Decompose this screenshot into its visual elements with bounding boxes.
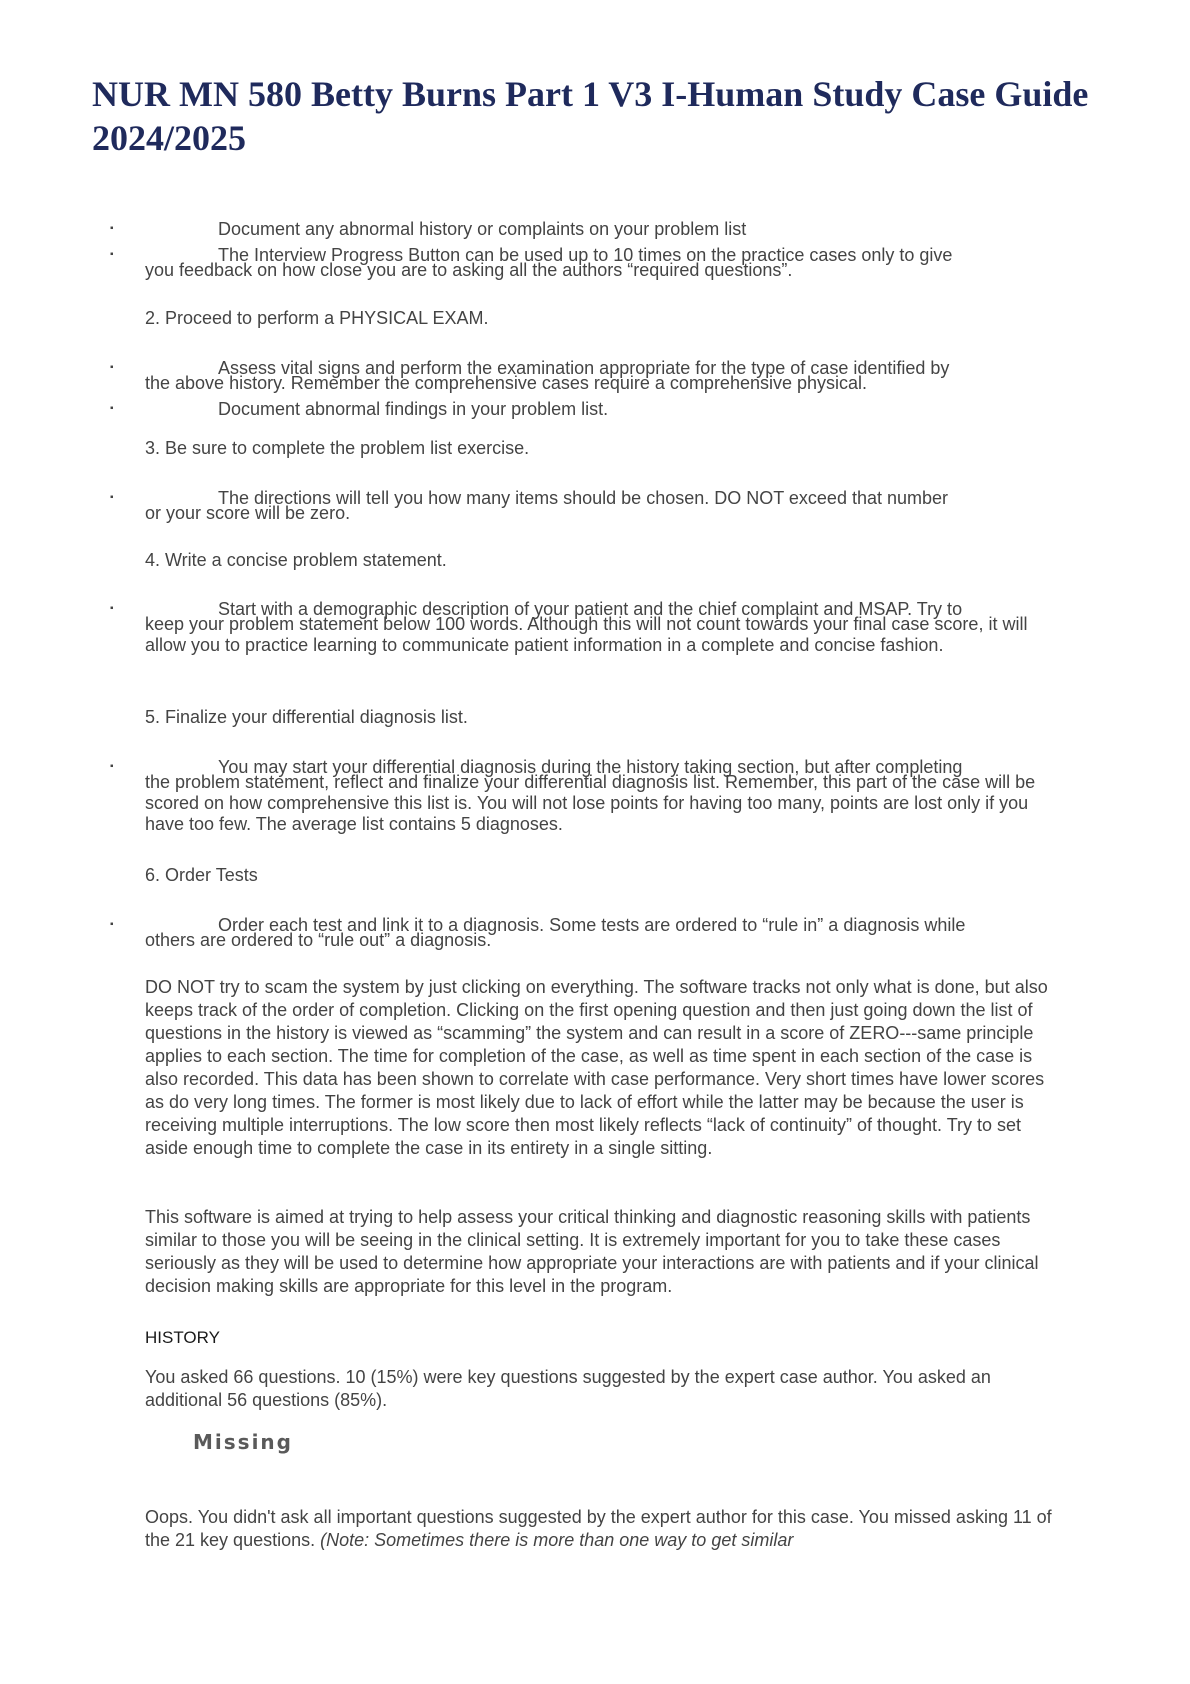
bullet-text-first-line: The Interview Progress Button can be used up to 10 times on the practice cases only to give xyxy=(218,245,953,265)
missing-label: Missing xyxy=(193,1430,293,1454)
step-5-heading: 5. Finalize your differential diagnosis list. xyxy=(145,707,468,727)
step-4-heading: 4. Write a concise problem statement. xyxy=(145,550,447,570)
bullet-icon: ▪ xyxy=(110,223,114,234)
bullet-text-continuation: you feedback on how close you are to asking all the authors “required questions”. xyxy=(145,260,793,280)
bullet-text-continuation: the above history. Remember the comprehensive cases require a comprehensive physical. xyxy=(145,373,868,393)
bullet-icon: ▪ xyxy=(110,919,114,930)
step-2-heading: 2. Proceed to perform a PHYSICAL EXAM. xyxy=(145,308,489,328)
bullet-icon: ▪ xyxy=(110,492,114,503)
bullet-text-first-line: You may start your differential diagnosis during the history taking section, but after completing xyxy=(218,757,963,777)
scam-warning-paragraph: DO NOT try to scam the system by just clicking on everything. The software tracks not only what is done, but also keeps track of the order of completion. Clicking on the first opening question and then just going down the list of questions in the history is viewed as “scamming” the system and can result in a score of ZERO---same principle applies to each section. The time for completion of the case, as well as time spent in each section of the case is also recorded. This data has been shown to correlate with case performance. Very short times have lower scores as do very long times. The former is most likely due to lack of effort while the latter may be because the user is receiving multiple interruptions. The low score then most likely reflects “lack of continuity” of thought. Try to set aside enough time to complete the case in its entirety in a single sitting. xyxy=(145,977,1048,1158)
software-purpose-paragraph: This software is aimed at trying to help assess your critical thinking and diagnostic reasoning skills with patients similar to those you will be seeing in the clinical setting. It is extremely important for you to take these cases seriously as they will be used to determine how appropriate your interactions are with patients and if your clinical decision making skills are appropriate for this level in the program. xyxy=(145,1207,1039,1296)
step-3-heading: 3. Be sure to complete the problem list exercise. xyxy=(145,438,530,458)
bullet-text: Document abnormal findings in your problem list. xyxy=(218,399,609,419)
bullet-text-first-line: Assess vital signs and perform the examination appropriate for the type of case identified by xyxy=(218,358,950,378)
bullet-icon: ▪ xyxy=(110,603,114,614)
oops-paragraph xyxy=(145,1506,1060,1552)
history-summary: You asked 66 questions. 10 (15%) were key questions suggested by the expert case author. You asked an additional 56 questions (85%). xyxy=(145,1367,991,1410)
bullet-text-continuation: keep your problem statement below 100 words. Although this will not count towards your final case score, it will allow you to practice learning to communicate patient information in a complete and concise fashion. xyxy=(145,614,1028,655)
bullet-text: Document any abnormal history or complaints on your problem list xyxy=(218,219,747,239)
bullet-text-continuation: others are ordered to “rule out” a diagnosis. xyxy=(145,930,492,950)
bullet-text-continuation: or your score will be zero. xyxy=(145,503,351,523)
bullet-text-first-line: Order each test and link it to a diagnosis. Some tests are ordered to “rule in” a diagnosis while xyxy=(218,915,966,935)
bullet-text-first-line: The directions will tell you how many items should be chosen. DO NOT exceed that number xyxy=(218,488,949,508)
bullet-icon: ▪ xyxy=(110,362,114,373)
bullet-icon: ▪ xyxy=(110,761,114,772)
oops-note: (Note: Sometimes there is more than one way to get similar xyxy=(320,1530,794,1550)
step-6-heading: 6. Order Tests xyxy=(145,865,258,885)
document-title: NUR MN 580 Betty Burns Part 1 V3 I-Human Study Case Guide 2024/2025 xyxy=(92,74,1089,158)
bullet-text-continuation: the problem statement, reflect and finalize your differential diagnosis list. Remember, this part of the case will be scored on how comprehensive this list is. You will not lose points for having too many, points are lost only if you have too few. The average list contains 5 diagnoses. xyxy=(145,772,1036,834)
history-heading: HISTORY xyxy=(145,1328,220,1347)
bullet-icon: ▪ xyxy=(110,249,114,260)
bullet-icon: ▪ xyxy=(110,403,114,414)
oops-text: Oops. You didn't ask all important questions suggested by the expert author for this case. You missed asking 11 of the 21 key questions. xyxy=(145,1507,1052,1550)
bullet-text-first-line: Start with a demographic description of your patient and the chief complaint and MSAP. Try to xyxy=(218,599,963,619)
